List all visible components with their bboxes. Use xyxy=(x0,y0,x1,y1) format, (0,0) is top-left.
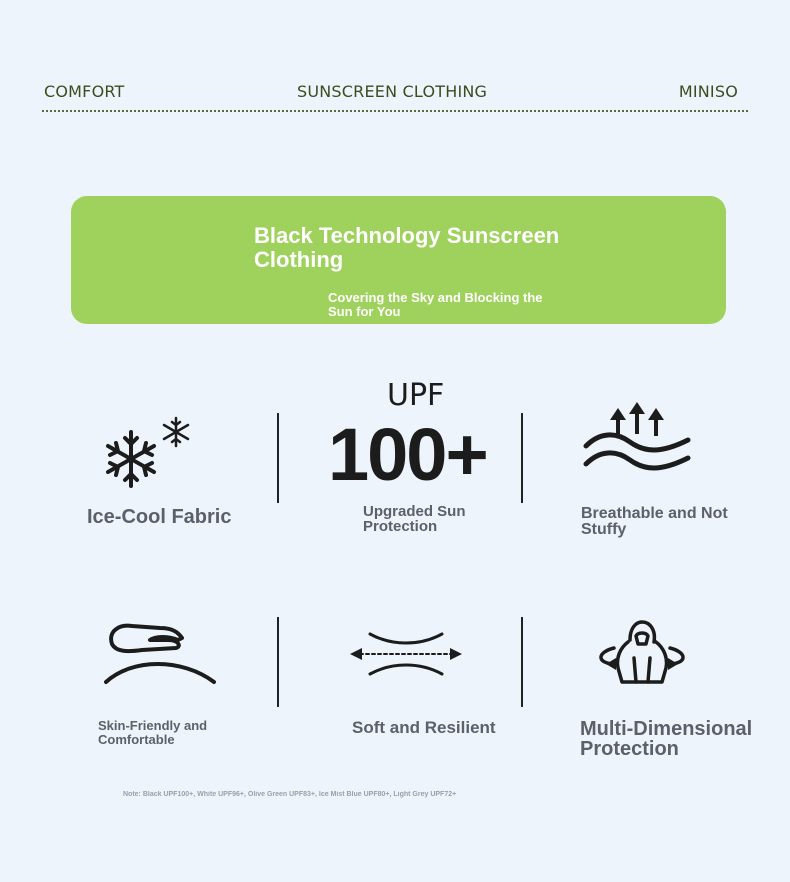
skin-friendly-label: Skin-Friendly and Comfortable xyxy=(98,718,208,747)
top-bar xyxy=(42,82,748,112)
soft-resilient-label: Soft and Resilient xyxy=(352,718,496,737)
banner-subtitle: Covering the Sky and Blocking the Sun for You xyxy=(328,290,543,319)
upf-value: 100+ xyxy=(328,413,487,496)
hero-banner xyxy=(71,196,726,324)
header-brand: MINISO xyxy=(678,82,738,101)
hand-icon xyxy=(102,618,220,688)
waves-arrows-icon xyxy=(580,402,694,478)
snowflake-icon xyxy=(100,412,196,492)
divider xyxy=(521,617,523,707)
banner-title: Black Technology Sunscreen Clothing xyxy=(254,223,560,272)
ice-cool-label: Ice-Cool Fabric xyxy=(87,506,232,528)
divider xyxy=(521,413,523,503)
stretch-icon xyxy=(348,628,464,680)
upf-prefix: UPF xyxy=(387,378,445,413)
multi-dimensional-label: Multi-Dimensional Protection xyxy=(580,718,753,760)
header-center: SUNSCREEN CLOTHING xyxy=(297,82,488,101)
color-upf-note: Note: Black UPF100+, White UPF96+, Olive Green UPF83+, Ice Mist Blue UPF80+, Light Grey UPF72+ xyxy=(123,791,457,798)
divider xyxy=(277,617,279,707)
header-left: COMFORT xyxy=(44,82,125,101)
upf-label: Upgraded Sun Protection xyxy=(363,503,466,535)
hooded-person-icon xyxy=(592,618,690,688)
breathable-label: Breathable and Not Stuffy xyxy=(581,505,728,538)
divider xyxy=(277,413,279,503)
